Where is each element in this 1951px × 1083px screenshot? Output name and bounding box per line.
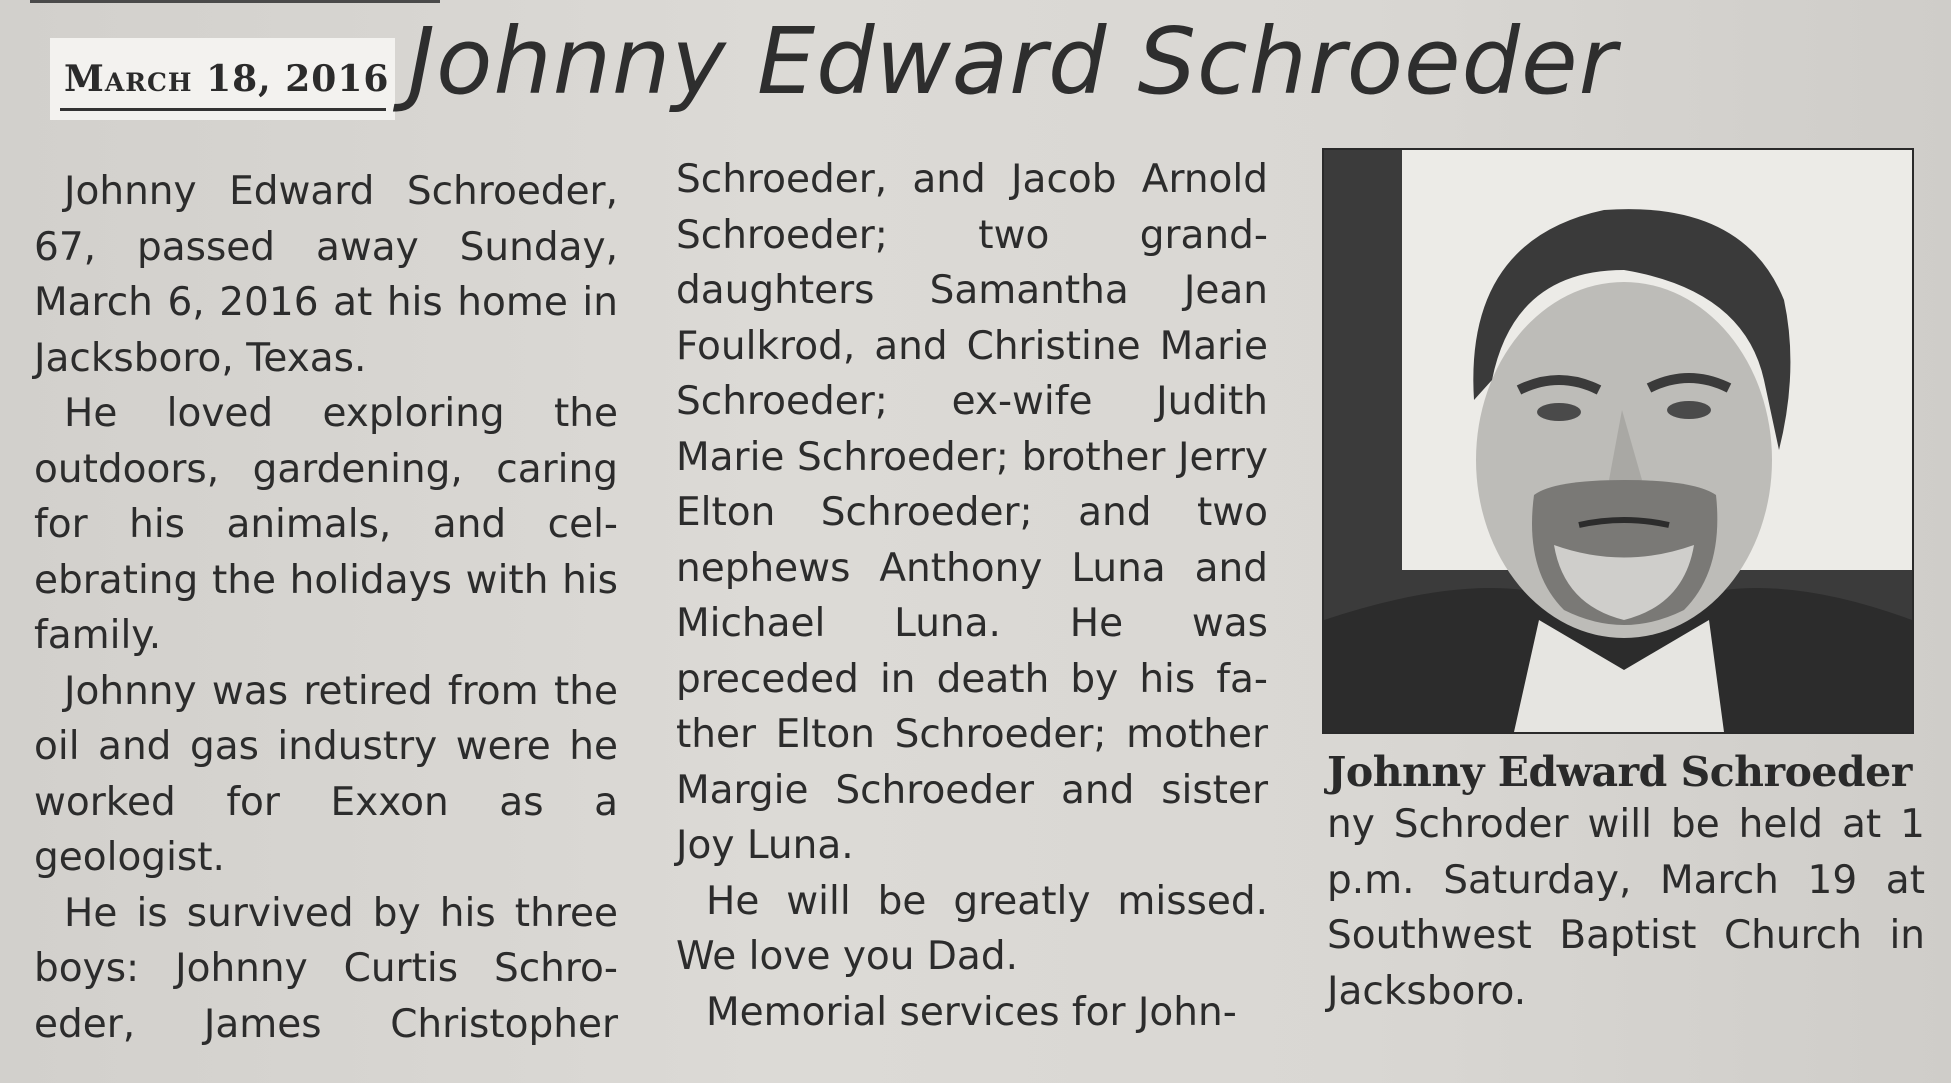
top-rule [30, 0, 440, 3]
paragraph-farewell: He will be greatly missed. We love you Dad. [676, 878, 1268, 979]
paragraph-survivors-start: He is survived by his three boys: Johnny Curtis Schroeder, James Christopher [34, 890, 618, 1047]
dateline-box [50, 38, 395, 120]
paragraph-memorial-start: Memorial services for John- [706, 989, 1237, 1035]
paragraph-career: Johnny was retired from the oil and gas industry were he worked for Exxon as a geologist. [34, 668, 618, 880]
portrait-image [1324, 150, 1912, 732]
paragraph-hobbies: He loved exploring the outdoors, gardening, caring for his animals, and celebrating the holidays with his family. [34, 391, 618, 658]
photo-caption: Johnny Edward Schroeder [1327, 748, 1912, 796]
text-column-2 [676, 152, 1268, 1040]
paragraph-survivors-continued: Schroeder, and Jacob Arnold Schroeder; two granddaughters Samantha Jean Foulkrod, and Christine Marie Schroeder; ex-wife Judith Marie Schroeder; brother Jerry Elton Schroeder; and two nephews Anthony Luna and Michael Luna. He was preceded in death by his father Elton Schroeder; mother Margie Schroeder and sister Joy Luna. [676, 157, 1268, 868]
paragraph-memorial-continued: ny Schroder will be held at 1 p.m. Saturday, March 19 at Southwest Baptist Church in Jacksboro. [1327, 802, 1925, 1014]
portrait-photo [1322, 148, 1914, 734]
dateline-underline [60, 108, 386, 111]
text-column-1 [34, 164, 618, 1052]
obituary-headline: Johnny Edward Schroeder [408, 8, 1618, 115]
text-column-3 [1327, 797, 1925, 1019]
paragraph-death-notice: Johnny Edward Schroeder, 67, passed away Sunday, March 6, 2016 at his home in Jacksboro, Texas. [34, 169, 618, 381]
dateline: March 18, 2016 [64, 58, 390, 100]
